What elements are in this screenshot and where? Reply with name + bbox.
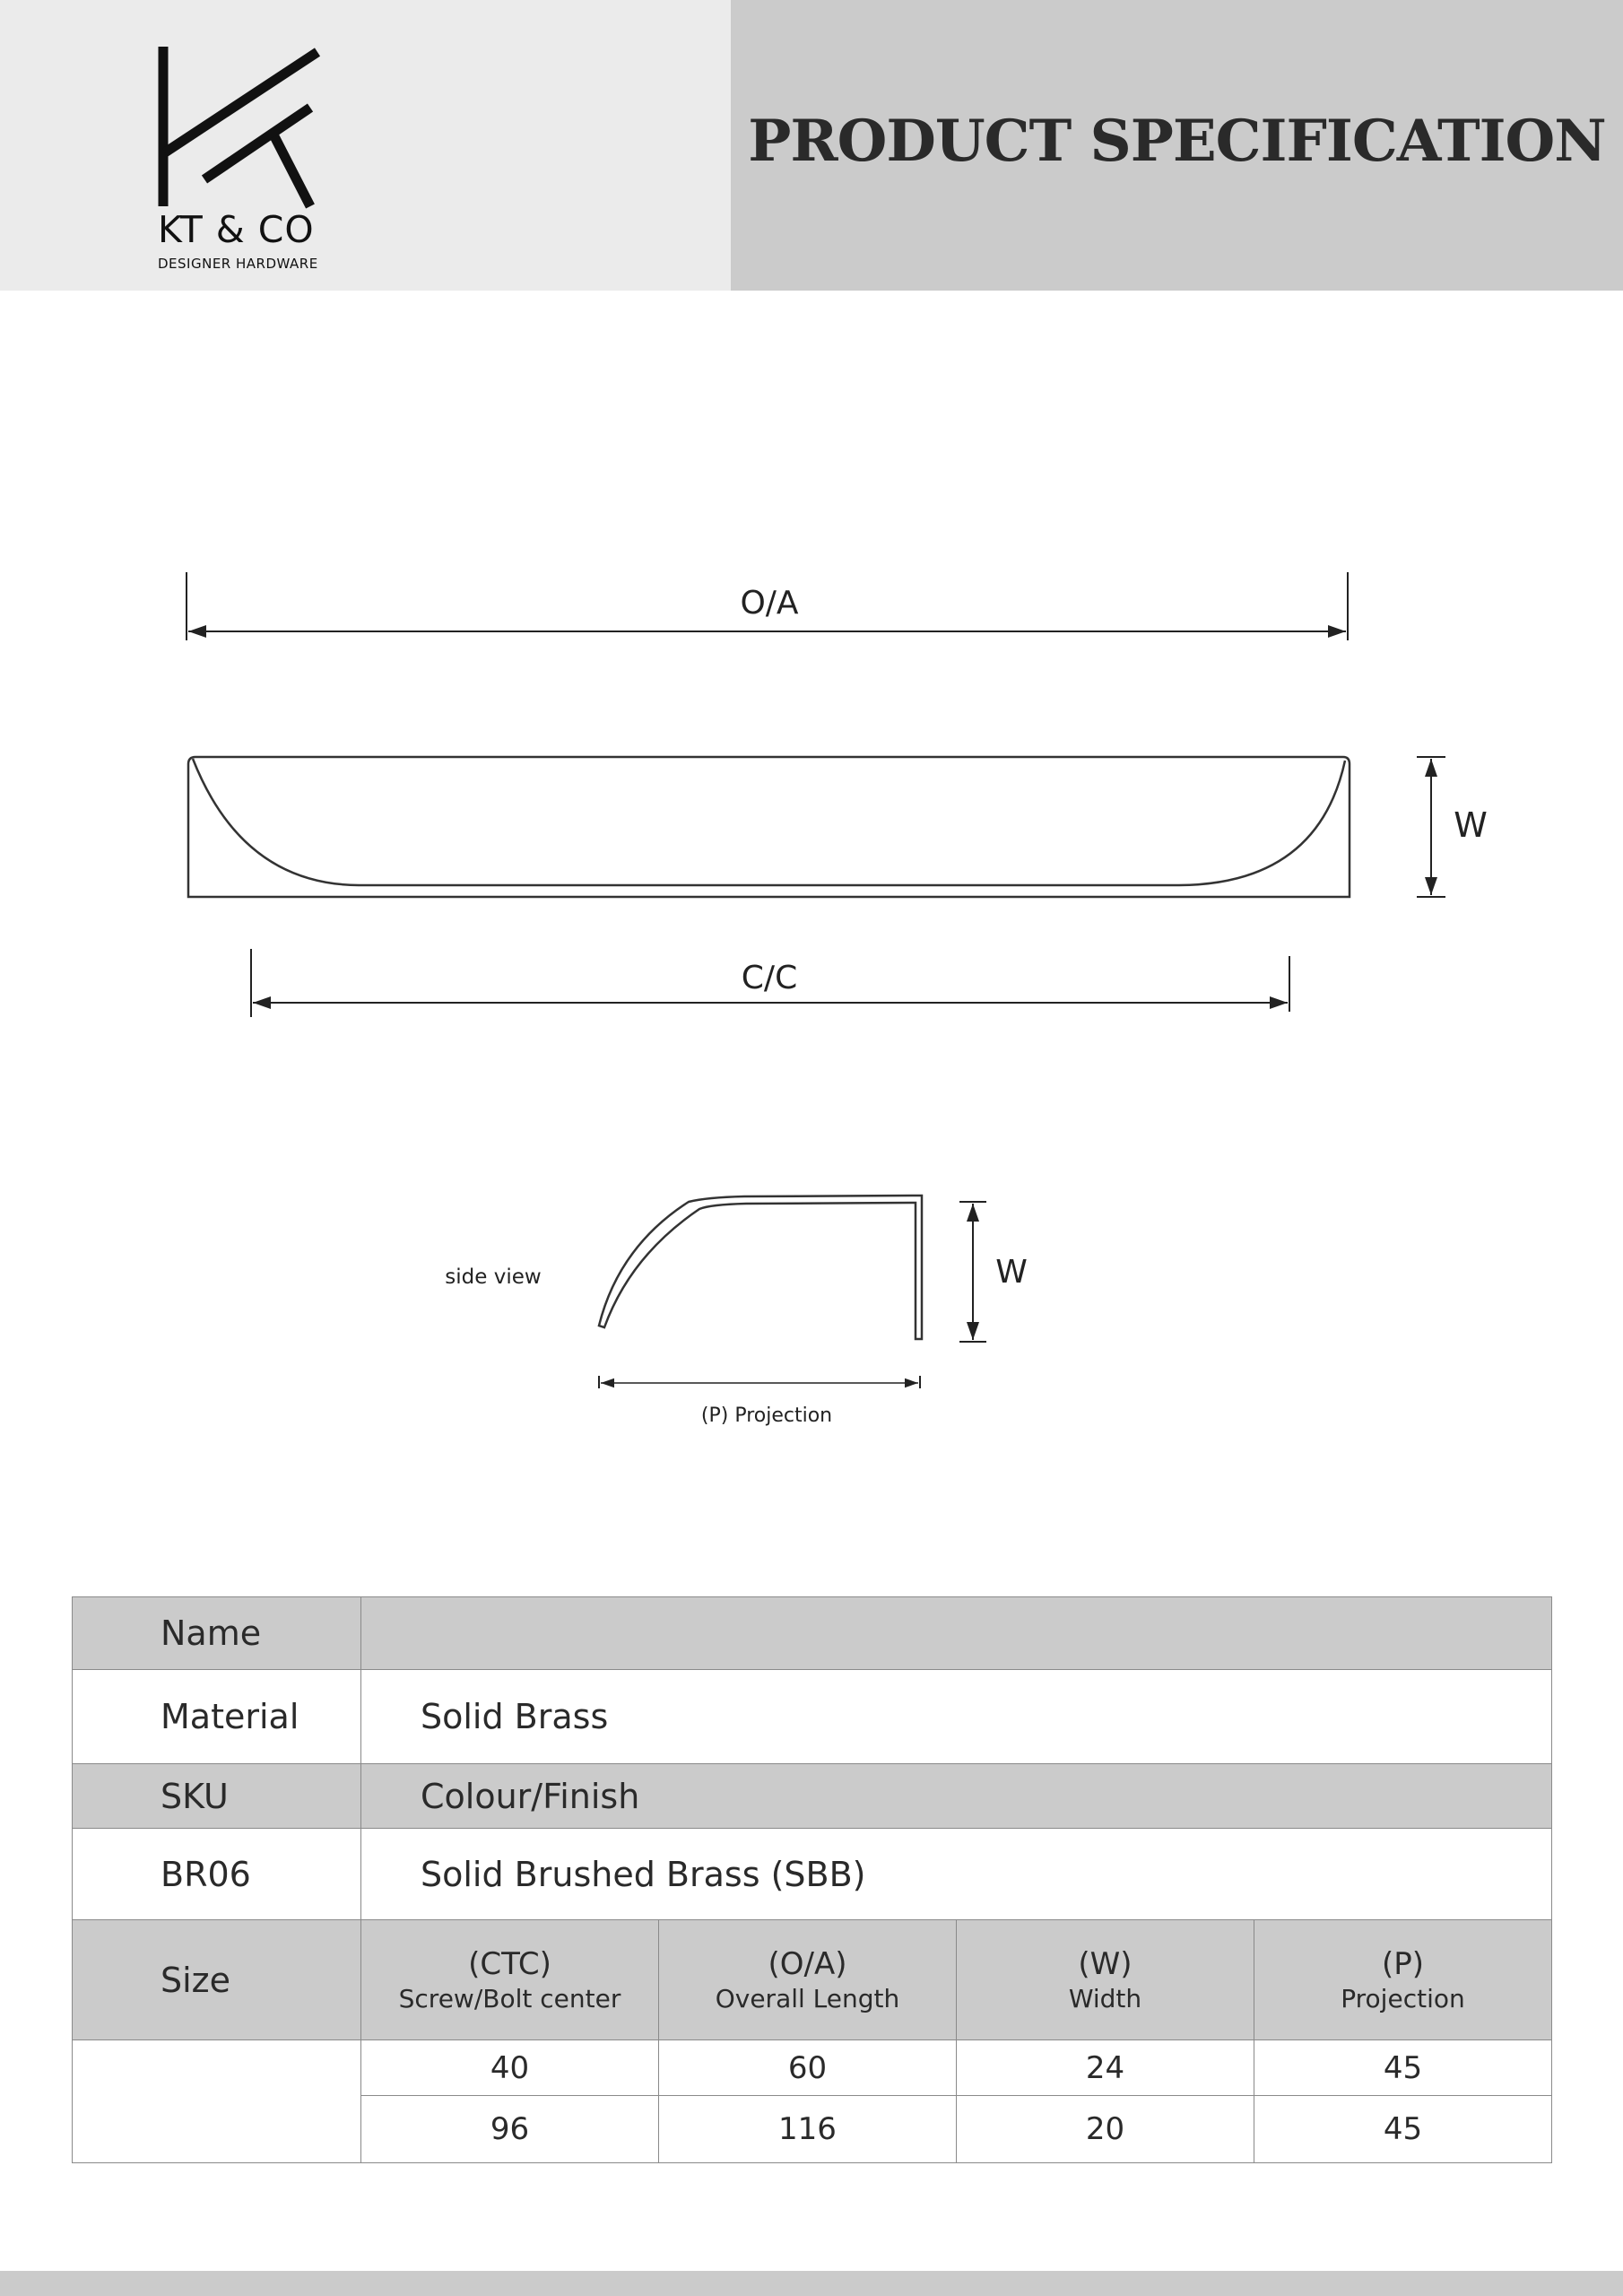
kt-logo-mark — [158, 47, 328, 213]
overall-length-dimension — [187, 572, 1348, 640]
size-col-oa — [659, 1920, 957, 2040]
size-col-desc: Projection — [1341, 1984, 1465, 2014]
table-row-name — [73, 1597, 1552, 1670]
spec-table — [72, 1596, 1552, 2163]
page-title: PRODUCT SPECIFICATION — [748, 108, 1606, 175]
footer-bar — [0, 2271, 1623, 2296]
size-col-ctc — [361, 1920, 659, 2040]
size-row-spacer — [73, 2040, 361, 2163]
header-logo-panel — [0, 0, 731, 291]
side-width-dimension — [959, 1202, 1028, 1342]
width-label: W — [1454, 805, 1488, 845]
size-col-code: (P) — [1381, 1945, 1425, 1982]
sku-value: BR06 — [73, 1829, 361, 1920]
size-cell: 24 — [957, 2040, 1254, 2096]
table-row-material — [73, 1670, 1552, 1764]
sku-label: SKU — [73, 1764, 361, 1829]
brand-name: KT & CO — [158, 208, 315, 251]
side-view-label: side view — [445, 1265, 542, 1289]
handle-front-view — [188, 757, 1350, 897]
material-value: Solid Brass — [361, 1670, 1552, 1764]
size-col-w — [957, 1920, 1254, 2040]
size-label: Size — [73, 1920, 361, 2040]
projection-dimension — [599, 1376, 920, 1427]
size-col-desc: Overall Length — [715, 1984, 900, 2014]
table-row-sku-values — [73, 1829, 1552, 1920]
size-cell: 116 — [659, 2096, 957, 2163]
material-label: Material — [73, 1670, 361, 1764]
table-row-sku-header — [73, 1764, 1552, 1829]
size-cell: 45 — [1254, 2096, 1552, 2163]
size-cell: 40 — [361, 2040, 659, 2096]
technical-drawing — [0, 538, 1623, 1453]
size-col-code: (W) — [1078, 1945, 1133, 1982]
size-cell: 20 — [957, 2096, 1254, 2163]
width-dimension — [1417, 757, 1488, 897]
size-col-desc: Screw/Bolt center — [398, 1984, 621, 2014]
handle-side-view — [599, 1196, 922, 1339]
centers-label: C/C — [741, 960, 798, 996]
size-cell: 45 — [1254, 2040, 1552, 2096]
size-col-desc: Width — [1068, 1984, 1142, 2014]
projection-label: (P) Projection — [700, 1405, 833, 1427]
size-cell: 60 — [659, 2040, 957, 2096]
brand-tagline: DESIGNER HARDWARE — [158, 256, 318, 272]
name-label: Name — [73, 1597, 361, 1670]
size-cell: 96 — [361, 2096, 659, 2163]
name-value — [361, 1597, 1552, 1670]
size-col-code: (CTC) — [468, 1945, 551, 1982]
table-row-size-header — [73, 1920, 1552, 2040]
overall-length-label: O/A — [740, 585, 799, 622]
table-row — [73, 2040, 1552, 2096]
centers-dimension — [251, 949, 1289, 1017]
size-col-code: (O/A) — [768, 1945, 847, 1982]
finish-value: Solid Brushed Brass (SBB) — [361, 1829, 1552, 1920]
side-width-label: W — [995, 1254, 1028, 1291]
finish-label: Colour/Finish — [361, 1764, 1552, 1829]
size-col-p — [1254, 1920, 1552, 2040]
